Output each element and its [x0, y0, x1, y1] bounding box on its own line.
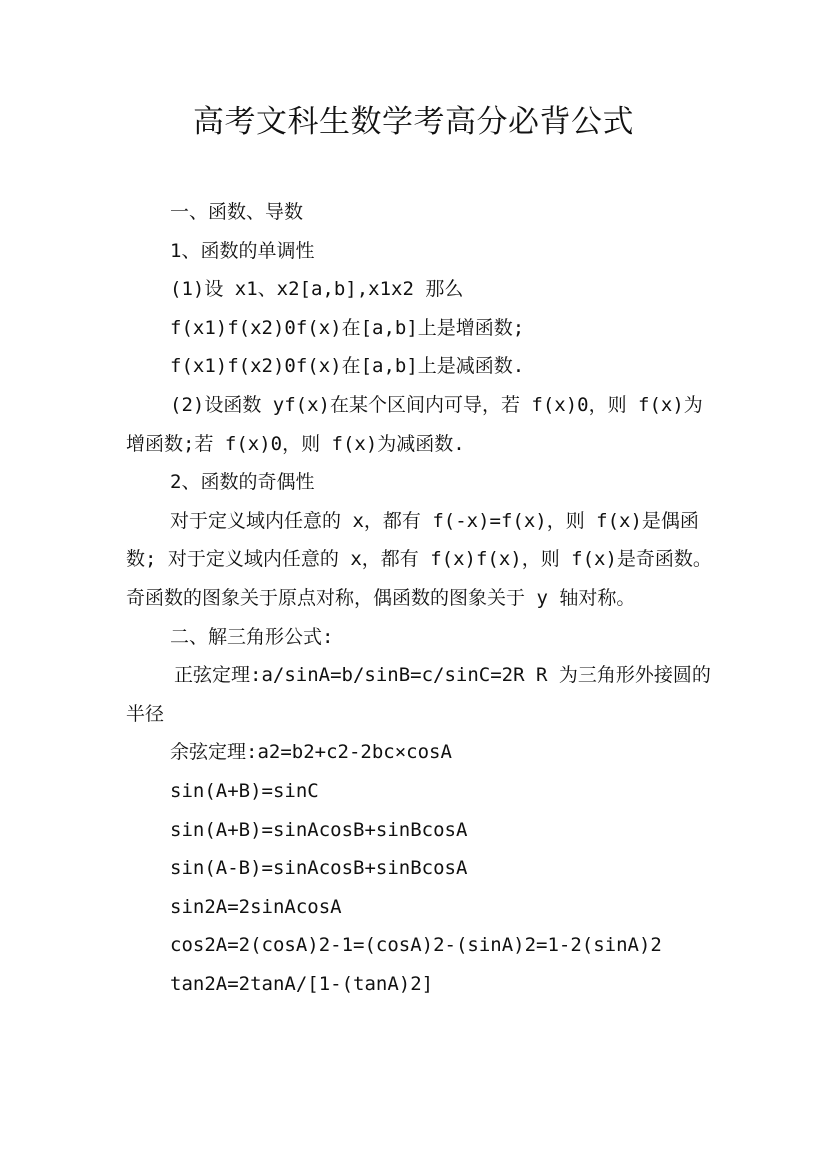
document-title: 高考文科生数学考高分必背公式 [193, 104, 634, 140]
document-body [126, 193, 716, 1003]
paragraph-parity: 对于定义域内任意的 x，都有 f(-x)=f(x)，则 f(x)是偶函数; 对于定义域内任意的 x，都有 f(x)f(x)，则 f(x)是奇函数。 奇函数的图象关于原点对称，偶函数的图象关于 y 轴对称。 [126, 509, 712, 609]
subsection-parity: 2、函数的奇偶性 [170, 471, 315, 494]
subsection-monotonicity: 1、函数的单调性 [170, 239, 315, 262]
formula-line: cos2A=2(cosA)2-1=(cosA)2-(sinA)2=1-2(sinA)2 [170, 934, 662, 957]
text-line: f(x1)f(x2)0f(x)在[a,b]上是增函数; [170, 316, 525, 339]
section-heading-functions: 一、函数、导数 [170, 201, 304, 223]
paragraph-derivative: (2)设函数 yf(x)在某个区间内可导，若 f(x)0，则 f(x)为增函数;若 f(x)0，则 f(x)为减函数. [126, 393, 703, 455]
text-line: f(x1)f(x2)0f(x)在[a,b]上是减函数. [170, 355, 525, 378]
text-line: (1)设 x1、x2[a,b],x1x2 那么 [170, 278, 464, 301]
formula-line: sin(A-B)=sinAcosB+sinBcosA [170, 857, 468, 880]
formula-line: sin2A=2sinAcosA [170, 895, 342, 918]
formula-line: tan2A=2tanA/[1-(tanA)2] [170, 972, 434, 995]
section-heading-triangle: 二、解三角形公式: [170, 625, 334, 648]
paragraph-sine-law: 正弦定理:a/sinA=b/sinB=c/sinC=2R R 为三角形外接圆的半径 [126, 664, 711, 725]
formula-line: sin(A+B)=sinC [170, 779, 319, 802]
formula-line: sin(A+B)=sinAcosB+sinBcosA [170, 818, 468, 841]
formula-line: 余弦定理:a2=b2+c2-2bc×cosA [170, 741, 452, 764]
